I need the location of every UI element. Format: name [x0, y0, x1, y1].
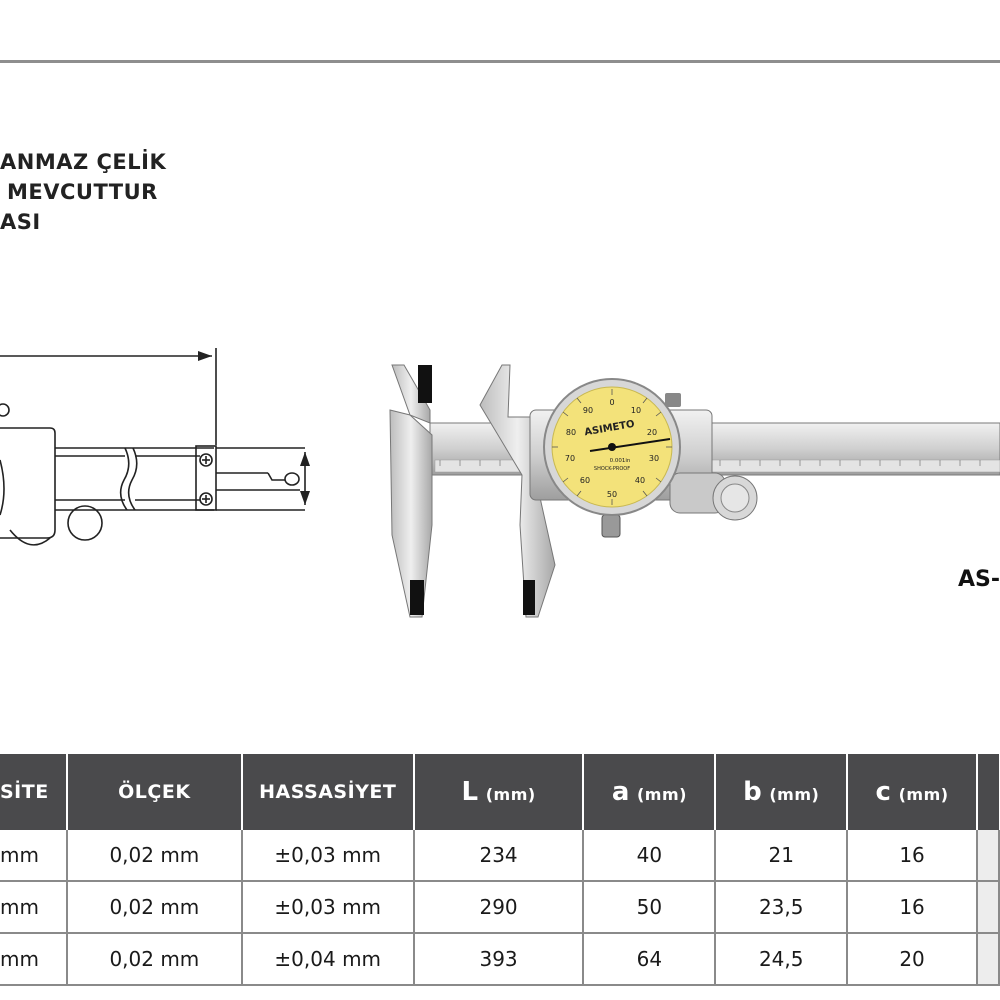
table-cell: mm — [0, 830, 67, 881]
table-row — [0, 830, 999, 881]
table-cell: 40 — [583, 830, 715, 881]
feature-line-2: MEVCUTTUR — [7, 180, 158, 204]
table-cell: 16 — [847, 830, 977, 881]
dial-number-40: 40 — [634, 476, 646, 485]
table-cell: 234 — [414, 830, 584, 881]
dial-caliper-photo — [380, 355, 1000, 620]
caliper-technical-drawing — [0, 340, 330, 560]
table-cell: ±0,04 mm — [242, 933, 414, 985]
dial-resolution: 0.001in — [609, 458, 631, 464]
model-code: AS- — [958, 567, 1000, 592]
table-cell: 0,02 mm — [67, 933, 242, 985]
table-cell: 64 — [583, 933, 715, 985]
dial-shock-label: SHOCK-PROOF — [593, 466, 631, 472]
table-cell: ±0,03 mm — [242, 881, 414, 933]
feature-line-1: ANMAZ ÇELİK — [0, 150, 167, 174]
header-cell: a (mm) — [583, 754, 715, 830]
table-cell: ±0,03 mm — [242, 830, 414, 881]
table-cell: 0,02 mm — [67, 830, 242, 881]
spec-table — [0, 754, 1000, 986]
dial-number-50: 50 — [606, 490, 618, 499]
table-cell — [977, 830, 999, 881]
table-cell: 24,5 — [715, 933, 847, 985]
table-cell — [977, 933, 999, 985]
header-cell: ÖLÇEK — [67, 754, 242, 830]
feature-line-3: ASI — [0, 210, 41, 234]
header-cell: HASSASİYET — [242, 754, 414, 830]
table-header-row — [0, 754, 999, 830]
top-rule — [0, 60, 1000, 63]
dial-number-30: 30 — [648, 454, 660, 463]
header-cell: c (mm) — [847, 754, 977, 830]
table-cell: 0,02 mm — [67, 881, 242, 933]
table-cell: 290 — [414, 881, 584, 933]
header-cell: b (mm) — [715, 754, 847, 830]
table-row — [0, 933, 999, 985]
table-row — [0, 881, 999, 933]
table-cell: mm — [0, 881, 67, 933]
table-cell: 16 — [847, 881, 977, 933]
table-cell: 393 — [414, 933, 584, 985]
table-cell: 50 — [583, 881, 715, 933]
header-cell — [977, 754, 999, 830]
dial-number-80: 80 — [565, 428, 577, 437]
dial-number-10: 10 — [630, 406, 642, 415]
table-cell: mm — [0, 933, 67, 985]
header-cell: L (mm) — [414, 754, 584, 830]
dial-brand: ASIMETO — [583, 418, 636, 439]
dial-number-70: 70 — [564, 454, 576, 463]
header-cell: SİTE — [0, 754, 67, 830]
table-cell: 23,5 — [715, 881, 847, 933]
table-cell: 20 — [847, 933, 977, 985]
dial-number-90: 90 — [582, 406, 594, 415]
dial-number-60: 60 — [579, 476, 591, 485]
table-cell — [977, 881, 999, 933]
feature-list — [0, 147, 166, 237]
dial-number-20: 20 — [646, 428, 658, 437]
table-cell: 21 — [715, 830, 847, 881]
dial-number-0: 0 — [609, 398, 615, 407]
